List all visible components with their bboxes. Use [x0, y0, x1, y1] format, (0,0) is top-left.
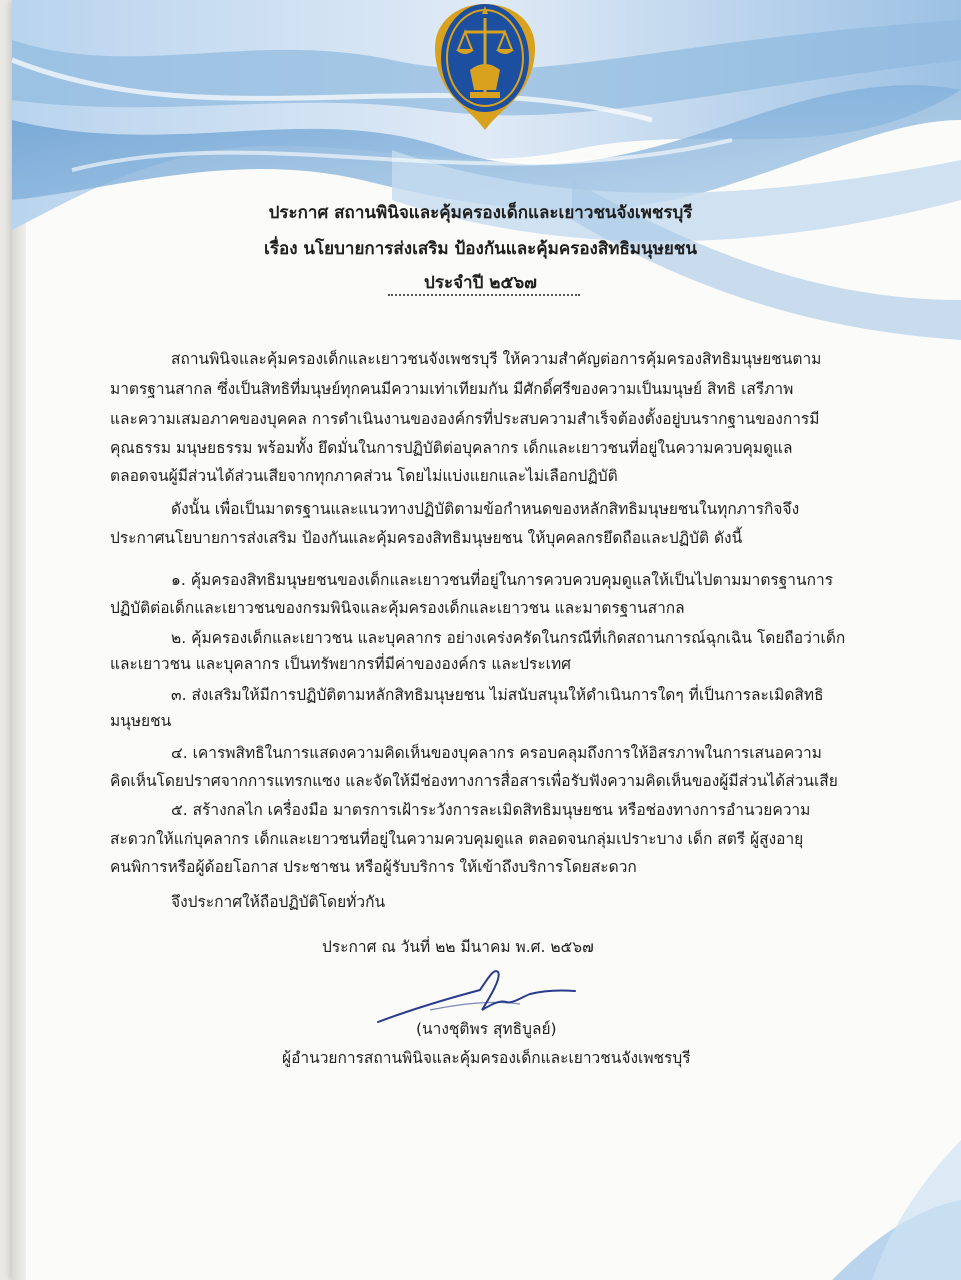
announcement-title: ประกาศ สถานพินิจและคุ้มครองเด็กและเยาวชนจังเพชรบุรี [268, 203, 693, 223]
policy-item-2-cont: และเยาวชน และบุคลากร เป็นทรัพยากรที่มีค่าขององค์กร และประเทศ [110, 655, 572, 673]
policy-item-4-cont: คิดเห็นโดยปราศจากการแทรกแซง และจัดให้มีช่องทางการสื่อสารเพื่อรับฟังความคิดเห็นของผู้มีส่วนได้ส่วนเสีย [110, 772, 838, 790]
closing-statement: จึงประกาศให้ถือปฏิบัติโดยทั่วกัน [171, 893, 386, 911]
policy-item-3: ๓. ส่งเสริมให้มีการปฏิบัติตามหลักสิทธิมนุษยชน ไม่สนับสนุนให้ดำเนินการใดๆ ที่เป็นการละเมิดสิทธิ [171, 686, 824, 704]
policy-item-4: ๔. เคารพสิทธิในการแสดงความคิดเห็นของบุคลากร ครอบคลุมถึงการให้อิสรภาพในการเสนอความ [171, 744, 822, 762]
therefore-line: ประกาศนโยบายการส่งเสริม ป้องกันและคุ้มครองสิทธิมนุษยชน ให้บุคคลกรยึดถือและปฏิบัติ ดังนี้ [110, 529, 743, 547]
intro-line: คุณธรรม มนุษยธรรม พร้อมทั้ง ยึดมั่นในการปฏิบัติต่อบุคลากร เด็กและเยาวชนที่อยู่ในความควบคุมดูแล [110, 439, 793, 457]
policy-item-1-cont: ปฏิบัติต่อเด็กและเยาวชนของกรมพินิจและคุ้มครองเด็กและเยาวชน และมาตรฐานสากล [110, 599, 685, 617]
signatory-position: ผู้อำนวยการสถานพินิจและคุ้มครองเด็กและเยาวชนจังเพชรบุรี [282, 1049, 691, 1067]
policy-item-5-cont: คนพิการหรือผู้ด้อยโอกาส ประชาชน หรือผู้รับบริการ ให้เข้าถึงบริการโดยสะดวก [110, 858, 637, 876]
intro-line: มาตรฐานสากล ซึ่งเป็นสิทธิที่มนุษย์ทุกคนมีความเท่าเทียมกัน มีศักดิ์ศรีของความเป็นมนุษย์ สิทธิ เสรีภาพ [110, 380, 794, 398]
policy-item-2: ๒. คุ้มครองเด็กและเยาวชน และบุคลากร อย่างเคร่งครัดในกรณีที่เกิดสถานการณ์ฉุกเฉิน โดยถือว่าเด็ก [171, 629, 846, 647]
intro-line: สถานพินิจและคุ้มครองเด็กและเยาวชนจังเพชรบุรี ให้ความสำคัญต่อการคุ้มครองสิทธิมนุษยชนตาม [171, 350, 822, 368]
policy-item-5: ๕. สร้างกลไก เครื่องมือ มาตรการเฝ้าระวังการละเมิดสิทธิมนุษยชน หรือช่องทางการอำนวยความ [171, 801, 811, 819]
policy-item-5-cont: สะดวกให้แก่บุคลากร เด็กและเยาวชนที่อยู่ในความควบคุมดูแล ตลอดจนกลุ่มเปราะบาง เด็ก สตรี ผู้สูงอายุ [110, 830, 804, 848]
department-emblem-icon [430, 0, 540, 135]
therefore-line: ดังนั้น เพื่อเป็นมาตรฐานและแนวทางปฏิบัติตามข้อกำหนดของหลักสิทธิมนุษยชนในทุกภารกิจจึง [171, 500, 800, 518]
title-divider [388, 294, 580, 296]
signatory-name: (นางชุติพร สุทธิบูลย์) [416, 1020, 557, 1038]
intro-line: ตลอดจนผู้มีส่วนได้ส่วนเสียจากทุกภาคส่วน โดยไม่แบ่งแยกและไม่เลือกปฏิบัติ [110, 467, 618, 485]
bottom-wave-decoration [12, 1080, 961, 1280]
announcement-date: ประกาศ ณ วันที่ ๒๒ มีนาคม พ.ศ. ๒๕๖๗ [322, 938, 594, 956]
intro-line: และความเสมอภาคของบุคคล การดำเนินงานขององค์กรที่ประสบความสำเร็จต้องตั้งอยู่บนรากฐานของการมี [110, 410, 820, 428]
policy-item-3-cont: มนุษยชน [110, 712, 172, 730]
announcement-subject: เรื่อง นโยบายการส่งเสริม ป้องกันและคุ้มครองสิทธิมนุษยชน [264, 239, 697, 259]
announcement-year: ประจำปี ๒๕๖๗ [424, 273, 537, 293]
policy-item-1: ๑. คุ้มครองสิทธิมนุษยชนของเด็กและเยาวชนที่อยู่ในการควบควบคุมดูแลให้เป็นไปตามมาตรฐานการ [171, 571, 834, 589]
